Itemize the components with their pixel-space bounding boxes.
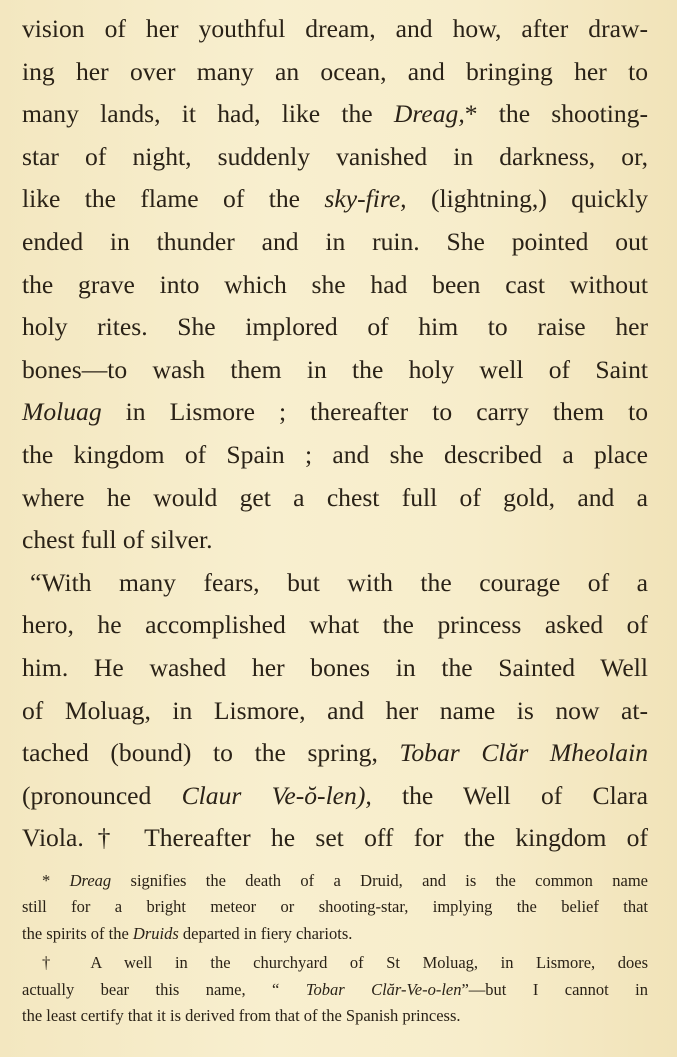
text-line: the grave into which she had been cast without xyxy=(22,269,648,299)
italic-term: sky-fire, xyxy=(324,184,407,214)
footnote-line: still for a bright meteor or shooting-star, implying the belief that xyxy=(22,897,648,917)
text-line: Viola.† Thereafter he set off for the kingdom of xyxy=(22,823,648,853)
text-line: hero, he accomplished what the princess asked of xyxy=(22,610,648,640)
text-line: ing her over many an ocean, and bringing her to xyxy=(22,56,648,86)
text-line: the kingdom of Spain ; and she described a place xyxy=(22,439,648,469)
text-line: where he would get a chest full of gold, and a xyxy=(22,482,648,512)
italic-term: Dreag, xyxy=(393,99,465,129)
italic-term: Claur Ve-ŏ-len), xyxy=(181,780,372,810)
text-line: him. He washed her bones in the Sainted Well xyxy=(22,652,648,682)
footnotes xyxy=(22,868,648,1029)
footnote-line: † A well in the churchyard of St Moluag, in Lismore, does xyxy=(42,953,648,973)
text-line: many lands, it had, like the Dreag,* the shooting- xyxy=(22,99,648,129)
text-line: (pronounced Claur Ve-ŏ-len), the Well of Clara xyxy=(22,780,648,810)
text-line: tached (bound) to the spring, Tobar Clăr Mheolain xyxy=(22,738,648,768)
text-line: vision of her youthful dream, and how, after draw- xyxy=(22,14,648,43)
italic-term: Tobar Clăr Mheolain xyxy=(399,738,648,768)
footnote-line: the least certify that it is derived from that of the Spanish princess. xyxy=(22,1005,461,1025)
main-text xyxy=(22,8,648,860)
italic-term: Dreag xyxy=(69,871,112,890)
text-line: Moluag in Lismore ; thereafter to carry them to xyxy=(22,397,648,427)
text-line: ended in thunder and in ruin. She pointed out xyxy=(22,226,648,256)
footnote-line: the spirits of the Druids departed in fiery chariots. xyxy=(22,923,353,943)
italic-term: Moluag xyxy=(22,397,102,427)
footnote-line: actually bear this name, “ Tobar Clăr-Ve-o-len”—but I cannot in xyxy=(22,979,649,999)
text-line: like the flame of the sky-fire, (lightning,) quickly xyxy=(22,184,648,214)
text-line: of Moluag, in Lismore, and her name is now at- xyxy=(22,695,648,725)
italic-term: Druids xyxy=(132,923,179,943)
text-line: chest full of silver. xyxy=(22,525,213,555)
text-line: “With many fears, but with the courage of a xyxy=(30,567,648,597)
footnote-line: * Dreag signifies the death of a Druid, and is the common name xyxy=(42,871,649,890)
text-line: holy rites. She implored of him to raise her xyxy=(22,312,648,342)
text-line: bones—to wash them in the holy well of Saint xyxy=(22,354,648,384)
italic-term: Tobar Clăr-Ve-o-len xyxy=(305,979,462,999)
text-line: star of night, suddenly vanished in darkness, or, xyxy=(22,141,648,171)
